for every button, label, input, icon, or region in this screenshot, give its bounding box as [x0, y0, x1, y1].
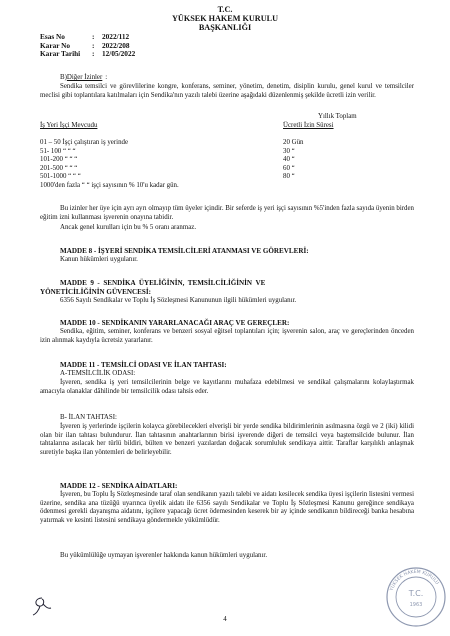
meta-esas-value: 2022/112 [102, 32, 130, 41]
madde8-title: MADDE 8 - İŞYERİ SENDİKA TEMSİLCİLERİ ATANMASI VE GÖREVLERİ: [60, 247, 309, 255]
table-row [40, 165, 340, 174]
row-range: 01 – 50 İşçi çalıştıran iş yerinde [40, 139, 129, 146]
meta-tarih-value: 12/05/2022 [102, 49, 136, 59]
col1-header: İş Yeri İşçi Mevcudu [40, 122, 98, 129]
signature-mark [30, 595, 54, 617]
madde12-text: İşveren, bu Toplu İş Sözleşmesinde taraf olan sendikanın yazılı talebi ve aidatı kesilecek sendika üyesi işçilerin listesini vermesi üzerine, sendika ana tüzüğü uyarınca üyelik aidatı ile 6356 sayılı Sendikalar ve Toplu İş Sözleşmesi Kanunu gereğince sendikaya ödenmesi gerekli dayanışma aidatını, işçilere yapacağı ücret ödemesinden keserek bir ay içinde sendikanın bildireceği banka hesabına yatırmak ve kesinti listesini sendikaya göndermekle yükümlüdür. [40, 491, 414, 524]
seal-year-text: 1963 [409, 602, 423, 608]
madde8-text: Kanun hükümleri uygulanır. [60, 256, 138, 263]
seal-center-text: T.C. [408, 589, 424, 598]
meta-karar-key: Karar No [40, 40, 71, 50]
row-days: 40 “ [283, 156, 295, 164]
izin-note-1: Bu izinler her üye için ayrı ayrı olmayıp tüm üyeler içindir. Bir seferde iş yeri işçi sayısının %5'inden fazla sayıda üyenin birden eğitim izni kullanması işverenin onayına tabidir. [40, 205, 414, 221]
madde10-title: MADDE 10 - SENDİKANIN YARARLANACAĞI ARAÇ VE GEREÇLER: [60, 319, 290, 327]
madde12-text2: Bu yükümlülüğe uymayan işverenler hakkında kanun hükümleri uygulanır. [60, 552, 268, 559]
row-days: 30 “ [283, 147, 295, 155]
meta-tarih-key: Karar Tarihi [40, 49, 81, 59]
row-days: 20 Gün [283, 139, 304, 146]
diger-izinler-paragraph: Sendika temsilci ve görevlilerine kongre, konferans, seminer, yönetim, denetim, disiplin kurulu, genel kurul ve temsilciler meclisi gibi toplantılara katılmaları için Sendika'nın yazılı talebi üzerine aşağıdaki düzenlenmiş şekilde ücretli izin verilir. [40, 83, 414, 99]
izin-note-2: Ancak genel kurulları için bu % 5 oranı aranmaz. [60, 224, 197, 231]
header-kurul: YÜKSEK HAKEM KURULU [172, 14, 278, 23]
madde11-b-text: İşveren iş yerlerinde işçilerin kolayca görebilecekleri elverişli bir yerde sendika bildirimlerinin asılmasına özgü ve 2 (iki) kilidi olan bir ilan tahtası bulundurur. İlan tahtasının anahtarlarının birisi işverende diğeri de temsilci veya baştemsilcide bulunur. İlan tahtalarına asılacak her türlü bildiri, bülten ve benzeri yazılardan doğacak sorumluluk sendikaya aittir. Taraflar karşılıklı anlaşmak suretiyle başka ilan yöntemleri de belirleyebilir. [40, 423, 414, 456]
madde9-text: 6356 Sayılı Sendikalar ve Toplu İş Sözleşmesi Kanununun ilgili hükümleri uygulanır. [60, 297, 297, 304]
page-number: 4 [223, 615, 227, 623]
seal-arc-text: YÜKSEK HAKEM KURULU [389, 569, 440, 592]
meta-esas-sep: : [92, 32, 95, 41]
table-row [40, 148, 340, 157]
col2-header-2: Ücretli İzin Süresi [283, 122, 334, 129]
madde11-title: MADDE 11 - TEMSİLCİ ODASI VE İLAN TAHTASI: [60, 361, 227, 369]
madde9-title-2: YÖNETİCİLİĞİNİN GÜVENCESİ: [40, 288, 151, 296]
madde10-text: Sendika, eğitim, seminer, konferans ve benzeri sosyal eğitsel toplantıları için; işverenin salon, araç ve gereçlerinden önceden izin alınmak kaydıyla ücretsiz yararlanır. [40, 328, 414, 344]
madde11-b-title: B- İLAN TAHTASI: [60, 414, 117, 421]
madde11-a-text: İşveren, sendika iş yeri temsilcilerinin belge ve kayıtlarını muhafaza edebilmesi ve sendikal çalışmalarını kolaylaştırmak amacıyla olanaklar dâhilinde bir temsilcilik odası tahsis eder. [40, 379, 414, 395]
row-days: 60 “ [283, 164, 295, 172]
izin-table [40, 139, 340, 191]
table-row [40, 173, 340, 182]
row-range: 1000'den fazla “ “ işçi sayısının % 10'u kadar gün. [40, 181, 179, 189]
meta-esas-key: Esas No [40, 32, 65, 41]
madde12-title: MADDE 12 - SENDİKA AİDATLARI: [60, 482, 178, 490]
header-baskanlik: BAŞKANLIĞI [198, 23, 252, 32]
row-days: 80 “ [283, 173, 295, 181]
meta-karar-value: 2022/208 [102, 40, 130, 50]
heading-prefix: B) [60, 74, 67, 81]
official-seal-icon [385, 566, 447, 628]
meta-karar-sep: : [92, 40, 95, 50]
row-range: 101-200 “ “ “ [40, 156, 78, 164]
table-row [40, 156, 340, 165]
heading-text: Diğer İzinler [66, 74, 103, 81]
heading-suffix: : [105, 74, 108, 81]
table-row [40, 182, 340, 191]
col2-header-1: Yıllık Toplam [318, 113, 357, 120]
madde11-a-title: A-TEMSİLCİLİK ODASI: [60, 370, 136, 377]
table-row [40, 139, 340, 148]
row-range: 51- 100 “ “ “ [40, 147, 76, 155]
meta-tarih-sep: : [92, 49, 95, 59]
meta-tarih [40, 50, 135, 59]
header-tc: T.C. [217, 5, 233, 14]
row-range: 501-1000 “ “ “ [40, 173, 81, 181]
diger-izinler-heading [60, 74, 107, 83]
madde9-title-1: MADDE 9 - SENDİKA ÜYELİĞİNİN, TEMSİLCİLİĞİNİN VE [60, 279, 266, 287]
case-meta [40, 33, 135, 59]
row-range: 201-500 “ “ “ [40, 164, 78, 172]
